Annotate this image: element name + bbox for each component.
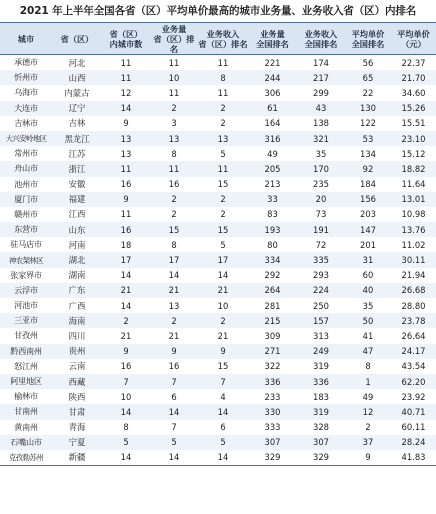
price-nat-rank-cell: 65 <box>345 70 391 85</box>
city-count-cell: 16 <box>102 177 150 192</box>
price-nat-rank-cell: 122 <box>345 116 391 131</box>
city-cell: 池州市 <box>0 177 52 192</box>
city-count-cell: 11 <box>102 207 150 222</box>
table-row <box>0 131 436 146</box>
province-cell: 四川 <box>52 328 102 343</box>
province-cell: 云南 <box>52 359 102 374</box>
revenue-nat-rank-cell: 319 <box>297 359 345 374</box>
province-cell: 广西 <box>52 298 102 313</box>
revenue-prov-rank-cell: 10 <box>198 298 248 313</box>
revenue-prov-rank-cell: 21 <box>198 328 248 343</box>
price-nat-rank-cell: 22 <box>345 85 391 100</box>
city-cell: 克孜勒苏州 <box>0 450 52 466</box>
city-cell: 舟山市 <box>0 161 52 176</box>
price-nat-rank-cell: 201 <box>345 237 391 252</box>
volume-nat-rank-cell: 244 <box>248 70 297 85</box>
volume-nat-rank-cell: 164 <box>248 116 297 131</box>
province-cell: 河南 <box>52 237 102 252</box>
volume-nat-rank-cell: 215 <box>248 313 297 328</box>
revenue-nat-rank-cell: 183 <box>297 389 345 404</box>
volume-prov-rank-cell: 14 <box>150 268 198 283</box>
table-row <box>0 298 436 313</box>
province-cell: 浙江 <box>52 161 102 176</box>
province-cell: 宁夏 <box>52 435 102 450</box>
revenue-nat-rank-cell: 72 <box>297 237 345 252</box>
table-row <box>0 237 436 252</box>
volume-nat-rank-cell: 334 <box>248 252 297 267</box>
revenue-nat-rank-cell: 217 <box>297 70 345 85</box>
table-title: 2021 年上半年全国各省（区）平均单价最高的城市业务量、业务收入省（区）内排名 <box>19 5 417 17</box>
province-cell: 湖北 <box>52 252 102 267</box>
col-avg-price-header: 平均单价 （元） <box>391 23 436 55</box>
volume-nat-rank-cell: 83 <box>248 207 297 222</box>
volume-nat-rank-cell: 307 <box>248 435 297 450</box>
avg-price-cell: 40.71 <box>391 404 436 419</box>
revenue-nat-rank-cell: 313 <box>297 328 345 343</box>
revenue-prov-rank-cell: 15 <box>198 222 248 237</box>
avg-price-cell: 23.92 <box>391 389 436 404</box>
table-row <box>0 252 436 267</box>
city-cell: 阿里地区 <box>0 374 52 389</box>
price-nat-rank-cell: 49 <box>345 389 391 404</box>
volume-prov-rank-cell: 21 <box>150 328 198 343</box>
table-row <box>0 374 436 389</box>
revenue-prov-rank-cell: 7 <box>198 374 248 389</box>
province-cell: 辽宁 <box>52 101 102 116</box>
col-city-header: 城市 <box>0 23 52 55</box>
city-count-cell: 12 <box>102 85 150 100</box>
avg-price-cell: 26.68 <box>391 283 436 298</box>
avg-price-cell: 15.12 <box>391 146 436 161</box>
volume-nat-rank-cell: 281 <box>248 298 297 313</box>
revenue-nat-rank-cell: 319 <box>297 404 345 419</box>
city-count-cell: 17 <box>102 252 150 267</box>
city-cell: 大连市 <box>0 101 52 116</box>
volume-nat-rank-cell: 213 <box>248 177 297 192</box>
volume-prov-rank-cell: 2 <box>150 192 198 207</box>
avg-price-cell: 23.78 <box>391 313 436 328</box>
city-count-cell: 2 <box>102 313 150 328</box>
city-count-cell: 9 <box>102 344 150 359</box>
revenue-prov-rank-cell: 4 <box>198 389 248 404</box>
volume-prov-rank-cell: 7 <box>150 420 198 435</box>
revenue-prov-rank-cell: 17 <box>198 252 248 267</box>
avg-price-cell: 10.98 <box>391 207 436 222</box>
table-row <box>0 404 436 419</box>
volume-nat-rank-cell: 333 <box>248 420 297 435</box>
price-nat-rank-cell: 50 <box>345 313 391 328</box>
province-cell: 江西 <box>52 207 102 222</box>
province-cell: 安徽 <box>52 177 102 192</box>
volume-nat-rank-cell: 329 <box>248 450 297 466</box>
table-row <box>0 146 436 161</box>
price-nat-rank-cell: 35 <box>345 298 391 313</box>
price-nat-rank-cell: 2 <box>345 420 391 435</box>
revenue-nat-rank-cell: 307 <box>297 435 345 450</box>
city-cell: 承德市 <box>0 55 52 71</box>
volume-nat-rank-cell: 292 <box>248 268 297 283</box>
avg-price-cell: 28.24 <box>391 435 436 450</box>
table-row <box>0 268 436 283</box>
revenue-nat-rank-cell: 43 <box>297 101 345 116</box>
volume-prov-rank-cell: 17 <box>150 252 198 267</box>
table-row <box>0 207 436 222</box>
city-count-cell: 13 <box>102 146 150 161</box>
volume-prov-rank-cell: 16 <box>150 177 198 192</box>
volume-nat-rank-cell: 205 <box>248 161 297 176</box>
revenue-prov-rank-cell: 2 <box>198 313 248 328</box>
revenue-prov-rank-cell: 2 <box>198 207 248 222</box>
table-row <box>0 450 436 466</box>
city-cell: 榆林市 <box>0 389 52 404</box>
city-count-cell: 14 <box>102 268 150 283</box>
revenue-nat-rank-cell: 293 <box>297 268 345 283</box>
price-nat-rank-cell: 1 <box>345 374 391 389</box>
table-row <box>0 177 436 192</box>
city-cell: 甘孜州 <box>0 328 52 343</box>
city-count-cell: 21 <box>102 283 150 298</box>
city-cell: 常州市 <box>0 146 52 161</box>
volume-prov-rank-cell: 11 <box>150 85 198 100</box>
city-count-cell: 11 <box>102 161 150 176</box>
price-nat-rank-cell: 156 <box>345 192 391 207</box>
volume-prov-rank-cell: 11 <box>150 55 198 71</box>
volume-nat-rank-cell: 233 <box>248 389 297 404</box>
volume-prov-rank-cell: 13 <box>150 131 198 146</box>
price-nat-rank-cell: 9 <box>345 450 391 466</box>
avg-price-cell: 21.94 <box>391 268 436 283</box>
city-cell: 神农架林区 <box>0 252 52 267</box>
revenue-nat-rank-cell: 235 <box>297 177 345 192</box>
revenue-nat-rank-cell: 250 <box>297 298 345 313</box>
city-cell: 河池市 <box>0 298 52 313</box>
city-count-cell: 14 <box>102 101 150 116</box>
avg-price-cell: 13.01 <box>391 192 436 207</box>
revenue-nat-rank-cell: 321 <box>297 131 345 146</box>
city-count-cell: 11 <box>102 55 150 71</box>
province-cell: 江苏 <box>52 146 102 161</box>
price-nat-rank-cell: 60 <box>345 268 391 283</box>
table-row <box>0 344 436 359</box>
city-count-cell: 11 <box>102 70 150 85</box>
city-count-cell: 9 <box>102 192 150 207</box>
revenue-nat-rank-cell: 328 <box>297 420 345 435</box>
price-nat-rank-cell: 203 <box>345 207 391 222</box>
city-cell: 大兴安岭地区 <box>0 131 52 146</box>
revenue-prov-rank-cell: 5 <box>198 146 248 161</box>
avg-price-cell: 11.02 <box>391 237 436 252</box>
revenue-prov-rank-cell: 8 <box>198 70 248 85</box>
price-nat-rank-cell: 92 <box>345 161 391 176</box>
province-cell: 山东 <box>52 222 102 237</box>
province-cell: 新疆 <box>52 450 102 466</box>
avg-price-cell: 30.11 <box>391 252 436 267</box>
volume-prov-rank-cell: 14 <box>150 404 198 419</box>
city-cell: 黄南州 <box>0 420 52 435</box>
price-nat-rank-cell: 47 <box>345 344 391 359</box>
revenue-nat-rank-cell: 299 <box>297 85 345 100</box>
city-count-cell: 7 <box>102 374 150 389</box>
volume-prov-rank-cell: 8 <box>150 237 198 252</box>
avg-price-cell: 15.26 <box>391 101 436 116</box>
revenue-nat-rank-cell: 336 <box>297 374 345 389</box>
volume-prov-rank-cell: 6 <box>150 389 198 404</box>
city-count-cell: 5 <box>102 435 150 450</box>
table-row <box>0 192 436 207</box>
volume-nat-rank-cell: 309 <box>248 328 297 343</box>
revenue-nat-rank-cell: 170 <box>297 161 345 176</box>
volume-nat-rank-cell: 80 <box>248 237 297 252</box>
province-cell: 黑龙江 <box>52 131 102 146</box>
revenue-prov-rank-cell: 14 <box>198 450 248 466</box>
city-count-cell: 8 <box>102 420 150 435</box>
province-cell: 河北 <box>52 55 102 71</box>
volume-prov-rank-cell: 2 <box>150 313 198 328</box>
table-row <box>0 161 436 176</box>
avg-price-cell: 23.10 <box>391 131 436 146</box>
province-cell: 广东 <box>52 283 102 298</box>
price-nat-rank-cell: 40 <box>345 283 391 298</box>
table-body <box>0 55 436 466</box>
city-cell: 东营市 <box>0 222 52 237</box>
avg-price-cell: 11.64 <box>391 177 436 192</box>
revenue-prov-rank-cell: 2 <box>198 192 248 207</box>
volume-prov-rank-cell: 15 <box>150 222 198 237</box>
city-count-cell: 14 <box>102 298 150 313</box>
revenue-prov-rank-cell: 15 <box>198 359 248 374</box>
province-cell: 贵州 <box>52 344 102 359</box>
revenue-nat-rank-cell: 191 <box>297 222 345 237</box>
revenue-prov-rank-cell: 6 <box>198 420 248 435</box>
volume-nat-rank-cell: 33 <box>248 192 297 207</box>
table-row <box>0 116 436 131</box>
revenue-nat-rank-cell: 335 <box>297 252 345 267</box>
avg-price-cell: 13.76 <box>391 222 436 237</box>
city-cell: 黔西南州 <box>0 344 52 359</box>
city-cell: 吉林市 <box>0 116 52 131</box>
price-nat-rank-cell: 130 <box>345 101 391 116</box>
revenue-nat-rank-cell: 20 <box>297 192 345 207</box>
col-volume-prov-rank-header: 业务量 省（区）排名 <box>150 23 198 55</box>
city-count-cell: 13 <box>102 131 150 146</box>
revenue-prov-rank-cell: 5 <box>198 435 248 450</box>
volume-nat-rank-cell: 193 <box>248 222 297 237</box>
revenue-prov-rank-cell: 14 <box>198 268 248 283</box>
revenue-prov-rank-cell: 2 <box>198 101 248 116</box>
table-row <box>0 313 436 328</box>
revenue-prov-rank-cell: 2 <box>198 116 248 131</box>
province-cell: 山西 <box>52 70 102 85</box>
revenue-prov-rank-cell: 13 <box>198 131 248 146</box>
price-nat-rank-cell: 8 <box>345 359 391 374</box>
province-cell: 海南 <box>52 313 102 328</box>
volume-prov-rank-cell: 5 <box>150 435 198 450</box>
table-row <box>0 85 436 100</box>
city-cell: 厦门市 <box>0 192 52 207</box>
volume-prov-rank-cell: 13 <box>150 298 198 313</box>
revenue-prov-rank-cell: 11 <box>198 85 248 100</box>
volume-nat-rank-cell: 49 <box>248 146 297 161</box>
revenue-prov-rank-cell: 15 <box>198 177 248 192</box>
avg-price-cell: 62.20 <box>391 374 436 389</box>
volume-prov-rank-cell: 8 <box>150 146 198 161</box>
city-count-cell: 18 <box>102 237 150 252</box>
price-nat-rank-cell: 41 <box>345 328 391 343</box>
city-count-cell: 14 <box>102 450 150 466</box>
header-row <box>0 23 436 55</box>
city-cell: 甘南州 <box>0 404 52 419</box>
avg-price-cell: 34.60 <box>391 85 436 100</box>
avg-price-cell: 60.11 <box>391 420 436 435</box>
revenue-prov-rank-cell: 5 <box>198 237 248 252</box>
city-cell: 忻州市 <box>0 70 52 85</box>
volume-nat-rank-cell: 221 <box>248 55 297 71</box>
volume-prov-rank-cell: 9 <box>150 344 198 359</box>
table-row <box>0 435 436 450</box>
avg-price-cell: 26.64 <box>391 328 436 343</box>
col-revenue-prov-rank-header: 业务收入 省（区）排名 <box>198 23 248 55</box>
province-cell: 陕西 <box>52 389 102 404</box>
revenue-nat-rank-cell: 35 <box>297 146 345 161</box>
revenue-nat-rank-cell: 157 <box>297 313 345 328</box>
volume-nat-rank-cell: 316 <box>248 131 297 146</box>
revenue-prov-rank-cell: 9 <box>198 344 248 359</box>
city-count-cell: 14 <box>102 404 150 419</box>
price-nat-rank-cell: 12 <box>345 404 391 419</box>
volume-prov-rank-cell: 14 <box>150 450 198 466</box>
avg-price-cell: 28.80 <box>391 298 436 313</box>
revenue-nat-rank-cell: 224 <box>297 283 345 298</box>
city-cell: 云浮市 <box>0 283 52 298</box>
table-row <box>0 55 436 71</box>
col-revenue-nat-rank-header: 业务收入 全国排名 <box>297 23 345 55</box>
revenue-nat-rank-cell: 73 <box>297 207 345 222</box>
province-cell: 吉林 <box>52 116 102 131</box>
price-nat-rank-cell: 37 <box>345 435 391 450</box>
revenue-nat-rank-cell: 138 <box>297 116 345 131</box>
ranking-table <box>0 22 436 466</box>
col-province-header: 省（区） <box>52 23 102 55</box>
revenue-nat-rank-cell: 249 <box>297 344 345 359</box>
volume-nat-rank-cell: 306 <box>248 85 297 100</box>
volume-prov-rank-cell: 11 <box>150 161 198 176</box>
province-cell: 湖南 <box>52 268 102 283</box>
city-cell: 怒江州 <box>0 359 52 374</box>
avg-price-cell: 18.82 <box>391 161 436 176</box>
price-nat-rank-cell: 147 <box>345 222 391 237</box>
volume-nat-rank-cell: 61 <box>248 101 297 116</box>
province-cell: 内蒙古 <box>52 85 102 100</box>
province-cell: 甘肃 <box>52 404 102 419</box>
volume-nat-rank-cell: 271 <box>248 344 297 359</box>
price-nat-rank-cell: 134 <box>345 146 391 161</box>
avg-price-cell: 41.83 <box>391 450 436 466</box>
avg-price-cell: 21.70 <box>391 70 436 85</box>
revenue-nat-rank-cell: 174 <box>297 55 345 71</box>
table-row <box>0 101 436 116</box>
city-cell: 驻马店市 <box>0 237 52 252</box>
revenue-prov-rank-cell: 21 <box>198 283 248 298</box>
volume-prov-rank-cell: 10 <box>150 70 198 85</box>
table-row <box>0 222 436 237</box>
city-count-cell: 21 <box>102 328 150 343</box>
price-nat-rank-cell: 53 <box>345 131 391 146</box>
col-volume-nat-rank-header: 业务量 全国排名 <box>248 23 297 55</box>
volume-prov-rank-cell: 3 <box>150 116 198 131</box>
avg-price-cell: 43.54 <box>391 359 436 374</box>
volume-nat-rank-cell: 330 <box>248 404 297 419</box>
revenue-prov-rank-cell: 11 <box>198 55 248 71</box>
revenue-nat-rank-cell: 329 <box>297 450 345 466</box>
table-row <box>0 70 436 85</box>
city-count-cell: 16 <box>102 359 150 374</box>
province-cell: 西藏 <box>52 374 102 389</box>
volume-nat-rank-cell: 322 <box>248 359 297 374</box>
avg-price-cell: 24.17 <box>391 344 436 359</box>
table-row <box>0 420 436 435</box>
table-row <box>0 328 436 343</box>
city-count-cell: 10 <box>102 389 150 404</box>
price-nat-rank-cell: 56 <box>345 55 391 71</box>
city-cell: 张家界市 <box>0 268 52 283</box>
col-price-nat-rank-header: 平均单价 全国排名 <box>345 23 391 55</box>
volume-prov-rank-cell: 2 <box>150 207 198 222</box>
avg-price-cell: 15.51 <box>391 116 436 131</box>
revenue-prov-rank-cell: 14 <box>198 404 248 419</box>
city-cell: 乌海市 <box>0 85 52 100</box>
col-city-count-header: 省（区） 内城市数 <box>102 23 150 55</box>
city-cell: 赣州市 <box>0 207 52 222</box>
province-cell: 青海 <box>52 420 102 435</box>
city-cell: 三亚市 <box>0 313 52 328</box>
revenue-prov-rank-cell: 11 <box>198 161 248 176</box>
city-count-cell: 16 <box>102 222 150 237</box>
volume-nat-rank-cell: 336 <box>248 374 297 389</box>
avg-price-cell: 22.37 <box>391 55 436 71</box>
volume-prov-rank-cell: 16 <box>150 359 198 374</box>
city-cell: 石嘴山市 <box>0 435 52 450</box>
table-row <box>0 283 436 298</box>
volume-nat-rank-cell: 264 <box>248 283 297 298</box>
table-row <box>0 359 436 374</box>
volume-prov-rank-cell: 21 <box>150 283 198 298</box>
volume-prov-rank-cell: 7 <box>150 374 198 389</box>
table-row <box>0 389 436 404</box>
province-cell: 福建 <box>52 192 102 207</box>
table-header <box>0 23 436 55</box>
city-count-cell: 9 <box>102 116 150 131</box>
price-nat-rank-cell: 184 <box>345 177 391 192</box>
volume-prov-rank-cell: 2 <box>150 101 198 116</box>
price-nat-rank-cell: 31 <box>345 252 391 267</box>
